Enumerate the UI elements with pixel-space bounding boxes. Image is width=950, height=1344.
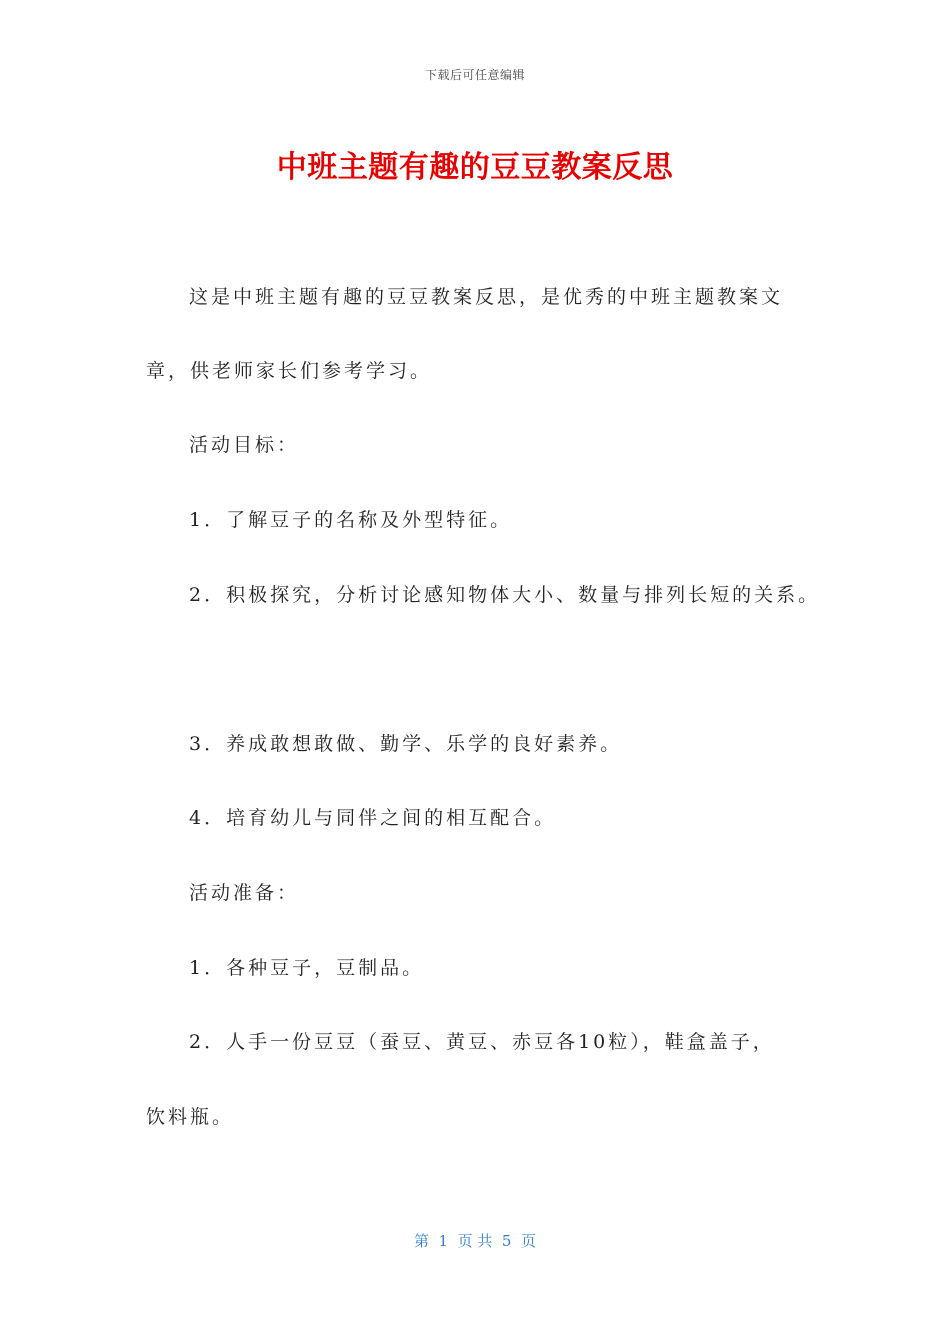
- objective-item-2: 2．积极探究，分析讨论感知物体大小、数量与排列长短的关系。: [189, 584, 821, 606]
- objective-item-1: 1．了解豆子的名称及外型特征。: [189, 509, 513, 531]
- objective-item-4: 4．培育幼儿与同伴之间的相互配合。: [189, 807, 557, 829]
- intro-paragraph-line-1: 这是中班主题有趣的豆豆教案反思，是优秀的中班主题教案文: [189, 286, 784, 308]
- preparation-item-2-line-2: 饮料瓶。: [146, 1106, 235, 1128]
- section-heading-preparation: 活动准备：: [189, 882, 300, 904]
- intro-paragraph-line-2: 章，供老师家长们参考学习。: [146, 360, 433, 382]
- page-header: 下载后可任意编辑: [424, 68, 525, 82]
- objective-item-3: 3．养成敢想敢做、勤学、乐学的良好素养。: [189, 733, 623, 755]
- page-number-footer: 第 1 页 共 5 页: [414, 1232, 536, 1250]
- preparation-item-2-line-1: 2．人手一份豆豆（蚕豆、黄豆、赤豆各10粒），鞋盒盖子，: [189, 1031, 775, 1053]
- section-heading-objectives: 活动目标：: [189, 434, 300, 456]
- preparation-item-1: 1．各种豆子，豆制品。: [189, 957, 425, 979]
- document-title: 中班主题有趣的豆豆教案反思: [276, 150, 674, 185]
